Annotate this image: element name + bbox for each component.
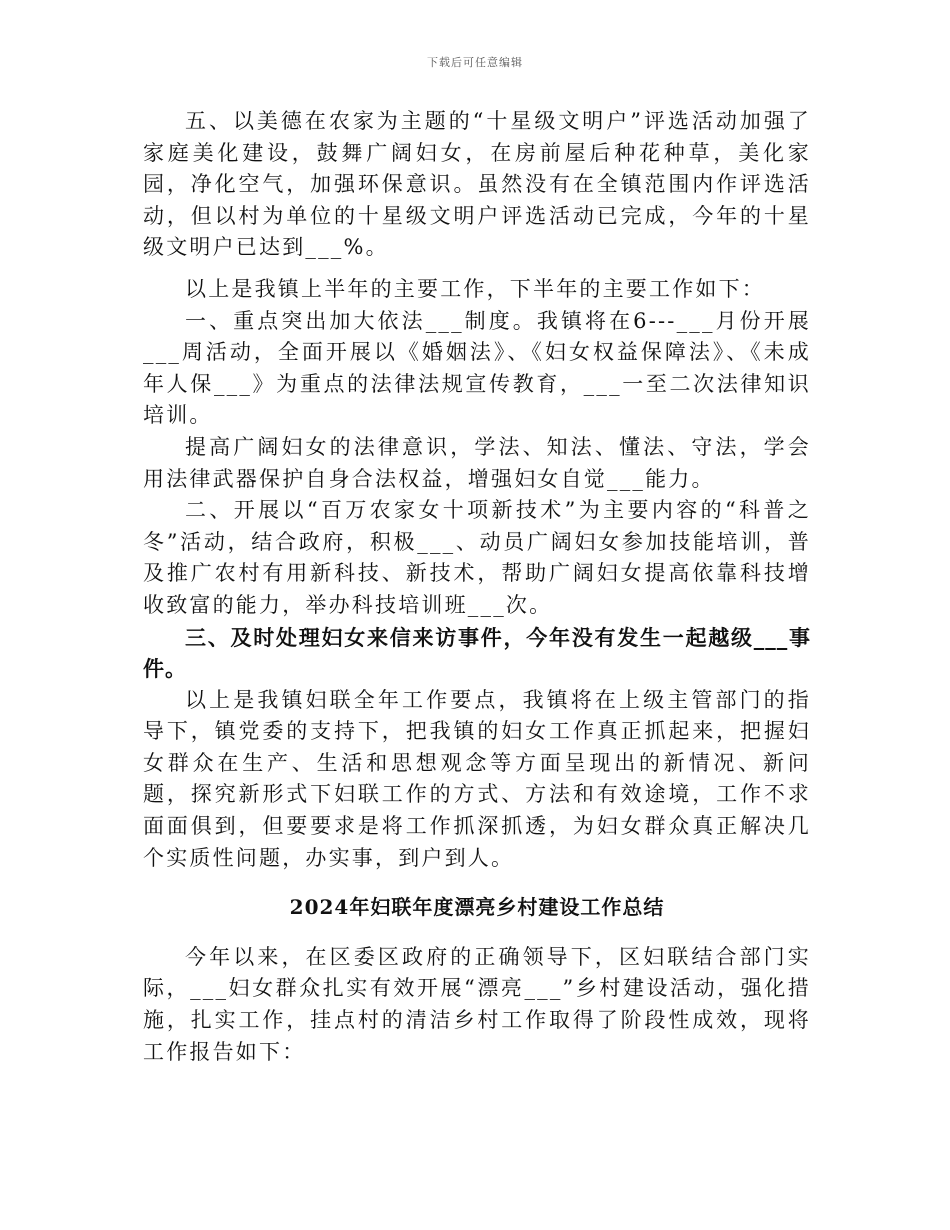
paragraph-annual-summary: 以上是我镇妇联全年工作要点，我镇将在上级主管部门的指导下，镇党委的支持下，把我镇的妇女工作真正抓起来，把握妇女群众在生产、生活和思想观念等方面呈现出的新情况、新问题，探究新形式下妇联工作的方式、方法和有效途境，工作不求面面俱到，但要要求是将工作抓深抓透，为妇女群众真正解决几个实质性问题，办实事，到户到人。 xyxy=(143,687,811,870)
section-title: 2024年妇联年度漂亮乡村建设工作总结 xyxy=(289,895,665,920)
paragraph-legal-education: 一、重点突出加大依法___制度。我镇将在6---___月份开展___周活动，全面开展以《婚姻法》、《妇女权益保障法》、《未成年人保___》为重点的法律法规宣传教育，___一至二次法律知识培训。 xyxy=(143,308,811,428)
paragraph-second-half-intro: 以上是我镇上半年的主要工作，下半年的主要工作如下： xyxy=(185,276,765,301)
paragraph-petitions: 三、及时处理妇女来信来访事件，今年没有发生一起越级___事件。 xyxy=(143,624,811,682)
paragraph-legal-awareness: 提高广阔妇女的法律意识，学法、知法、懂法、守法，学会用法律武器保护自身合法权益，增强妇女自觉___能力。 xyxy=(143,434,811,491)
page-header: 下载后可任意编辑 xyxy=(427,56,523,69)
paragraph-science-winter: 二、开展以“百万农家女十项新技术”为主要内容的“科普之冬”活动，结合政府，积极___、动员广阔妇女参加技能培训，普及推广农村有用新科技、新技术，帮助广阔妇女提高依靠科技增收致富的能力，举办科技培训班___次。 xyxy=(143,498,811,617)
paragraph-five-star-households: 五、以美德在农家为主题的“十星级文明户”评选活动加强了家庭美化建设，鼓舞广阔妇女，在房前屋后种花种草，美化家园，净化空气，加强环保意识。虽然没有在全镇范围内作评选活动，但以村为单位的十星级文明户评选活动已完成，今年的十星级文明户已达到___%。 xyxy=(143,109,811,260)
document-body xyxy=(143,106,811,1068)
paragraph-report-intro: 今年以来，在区委区政府的正确领导下，区妇联结合部门实际，___妇女群众扎实有效开展“漂亮___”乡村建设活动，强化措施，扎实工作，挂点村的清洁乡村工作取得了阶段性成效，现将工作报告如下： xyxy=(143,944,811,1064)
